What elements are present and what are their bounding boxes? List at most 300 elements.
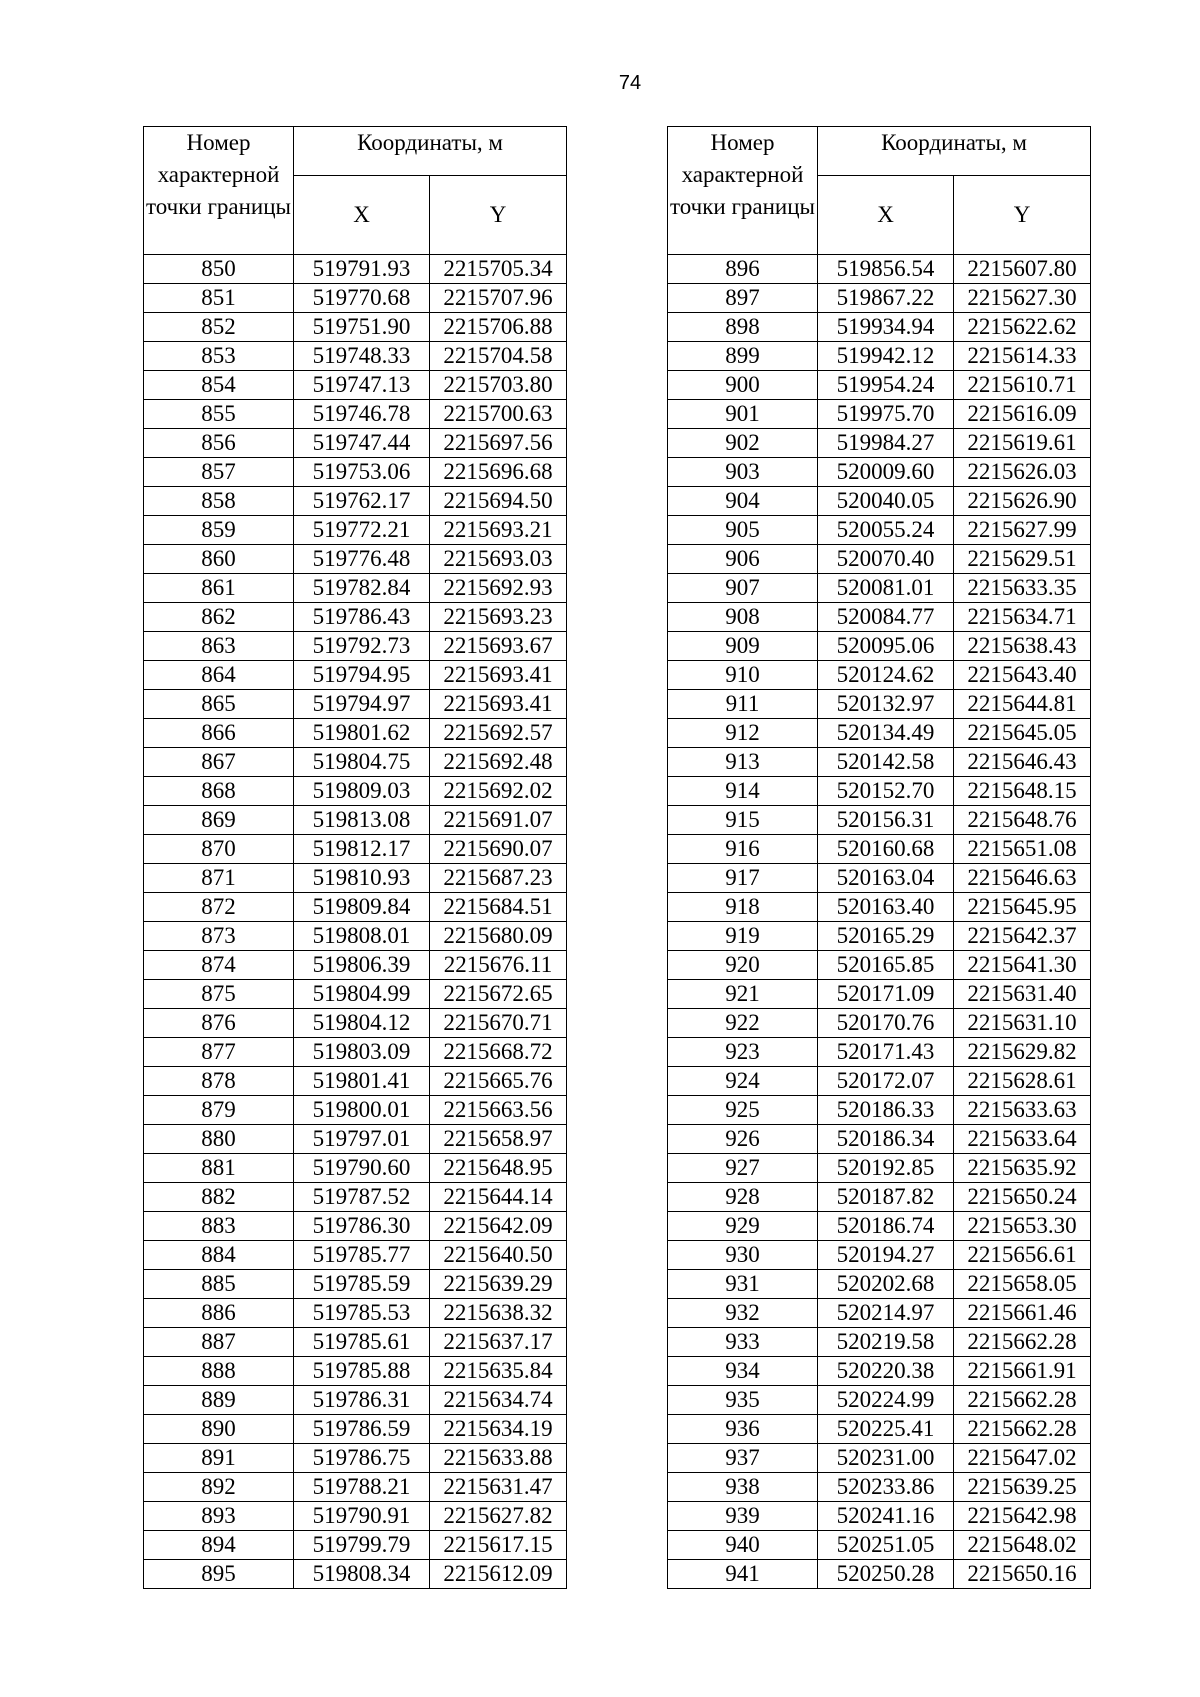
table-row <box>144 545 567 574</box>
table-header <box>144 127 567 255</box>
cell-x: 520250.28 <box>818 1560 954 1589</box>
table-row <box>144 1270 567 1299</box>
cell-point-number: 885 <box>144 1270 294 1299</box>
table-row <box>144 951 567 980</box>
cell-y: 2215635.92 <box>954 1154 1091 1183</box>
cell-x: 519810.93 <box>294 864 430 893</box>
table-body <box>144 255 567 1589</box>
cell-x: 519975.70 <box>818 400 954 429</box>
cell-point-number: 893 <box>144 1502 294 1531</box>
table-row <box>144 632 567 661</box>
cell-point-number: 871 <box>144 864 294 893</box>
cell-x: 520214.97 <box>818 1299 954 1328</box>
cell-point-number: 865 <box>144 690 294 719</box>
cell-point-number: 906 <box>668 545 818 574</box>
cell-y: 2215633.35 <box>954 574 1091 603</box>
cell-point-number: 912 <box>668 719 818 748</box>
cell-y: 2215631.10 <box>954 1009 1091 1038</box>
table-row <box>668 748 1091 777</box>
cell-x: 519785.88 <box>294 1357 430 1386</box>
table-row <box>668 429 1091 458</box>
cell-y: 2215658.05 <box>954 1270 1091 1299</box>
cell-x: 520202.68 <box>818 1270 954 1299</box>
cell-point-number: 883 <box>144 1212 294 1241</box>
cell-y: 2215676.11 <box>430 951 567 980</box>
header-x: X <box>818 176 954 255</box>
table-row <box>144 719 567 748</box>
cell-x: 519751.90 <box>294 313 430 342</box>
cell-y: 2215680.09 <box>430 922 567 951</box>
cell-y: 2215634.71 <box>954 603 1091 632</box>
coordinates-table-right <box>667 126 1091 1589</box>
cell-x: 520224.99 <box>818 1386 954 1415</box>
cell-y: 2215633.64 <box>954 1125 1091 1154</box>
table-row <box>668 574 1091 603</box>
table-row <box>668 603 1091 632</box>
table-row <box>668 1473 1091 1502</box>
cell-y: 2215693.67 <box>430 632 567 661</box>
cell-x: 519792.73 <box>294 632 430 661</box>
cell-x: 520171.09 <box>818 980 954 1009</box>
cell-x: 519794.97 <box>294 690 430 719</box>
cell-point-number: 851 <box>144 284 294 313</box>
table-row <box>144 1067 567 1096</box>
cell-point-number: 879 <box>144 1096 294 1125</box>
cell-point-number: 877 <box>144 1038 294 1067</box>
cell-point-number: 922 <box>668 1009 818 1038</box>
table-row <box>668 487 1091 516</box>
cell-x: 519791.93 <box>294 255 430 284</box>
table-row <box>668 1241 1091 1270</box>
table-row <box>144 371 567 400</box>
cell-point-number: 902 <box>668 429 818 458</box>
cell-point-number: 861 <box>144 574 294 603</box>
table-row <box>144 864 567 893</box>
cell-point-number: 931 <box>668 1270 818 1299</box>
cell-y: 2215694.50 <box>430 487 567 516</box>
table-row <box>144 516 567 545</box>
cell-x: 519867.22 <box>818 284 954 313</box>
cell-x: 519808.34 <box>294 1560 430 1589</box>
cell-point-number: 874 <box>144 951 294 980</box>
cell-y: 2215697.56 <box>430 429 567 458</box>
cell-y: 2215645.95 <box>954 893 1091 922</box>
cell-x: 519788.21 <box>294 1473 430 1502</box>
table-row <box>668 893 1091 922</box>
cell-x: 519772.21 <box>294 516 430 545</box>
table-row <box>144 1328 567 1357</box>
cell-x: 519786.43 <box>294 603 430 632</box>
cell-point-number: 936 <box>668 1415 818 1444</box>
cell-x: 519747.13 <box>294 371 430 400</box>
cell-y: 2215650.16 <box>954 1560 1091 1589</box>
cell-point-number: 890 <box>144 1415 294 1444</box>
table-row <box>668 313 1091 342</box>
cell-point-number: 941 <box>668 1560 818 1589</box>
cell-point-number: 870 <box>144 835 294 864</box>
cell-point-number: 928 <box>668 1183 818 1212</box>
header-coordinates: Координаты, м <box>294 127 567 176</box>
table-row <box>668 1415 1091 1444</box>
table-row <box>668 1444 1091 1473</box>
cell-point-number: 905 <box>668 516 818 545</box>
cell-y: 2215693.41 <box>430 690 567 719</box>
cell-y: 2215672.65 <box>430 980 567 1009</box>
cell-x: 519753.06 <box>294 458 430 487</box>
table-row <box>668 1531 1091 1560</box>
table-row <box>144 922 567 951</box>
header-y: Y <box>954 176 1091 255</box>
cell-x: 520152.70 <box>818 777 954 806</box>
cell-y: 2215692.57 <box>430 719 567 748</box>
cell-y: 2215627.30 <box>954 284 1091 313</box>
table-row <box>668 806 1091 835</box>
cell-point-number: 895 <box>144 1560 294 1589</box>
cell-x: 519806.39 <box>294 951 430 980</box>
table-row <box>668 1183 1091 1212</box>
cell-y: 2215614.33 <box>954 342 1091 371</box>
table-row <box>668 545 1091 574</box>
cell-y: 2215635.84 <box>430 1357 567 1386</box>
cell-x: 520040.05 <box>818 487 954 516</box>
cell-point-number: 930 <box>668 1241 818 1270</box>
cell-y: 2215631.47 <box>430 1473 567 1502</box>
cell-x: 520142.58 <box>818 748 954 777</box>
table-row <box>144 1241 567 1270</box>
cell-point-number: 925 <box>668 1096 818 1125</box>
cell-y: 2215638.32 <box>430 1299 567 1328</box>
cell-x: 520194.27 <box>818 1241 954 1270</box>
cell-y: 2215637.17 <box>430 1328 567 1357</box>
header-y: Y <box>430 176 567 255</box>
table-row <box>668 719 1091 748</box>
table-row <box>668 1386 1091 1415</box>
cell-x: 520172.07 <box>818 1067 954 1096</box>
cell-point-number: 878 <box>144 1067 294 1096</box>
cell-x: 519785.77 <box>294 1241 430 1270</box>
header-point-number: Номер характерной точки границы <box>668 127 818 255</box>
table-row <box>144 1415 567 1444</box>
cell-y: 2215633.88 <box>430 1444 567 1473</box>
cell-point-number: 910 <box>668 661 818 690</box>
table-row <box>144 1183 567 1212</box>
cell-x: 519790.91 <box>294 1502 430 1531</box>
cell-x: 520220.38 <box>818 1357 954 1386</box>
header-coordinates: Координаты, м <box>818 127 1091 176</box>
table-row <box>144 603 567 632</box>
cell-x: 519804.75 <box>294 748 430 777</box>
cell-point-number: 896 <box>668 255 818 284</box>
table-row <box>668 1125 1091 1154</box>
cell-x: 519762.17 <box>294 487 430 516</box>
cell-point-number: 911 <box>668 690 818 719</box>
cell-y: 2215648.02 <box>954 1531 1091 1560</box>
table-row <box>668 690 1091 719</box>
cell-point-number: 888 <box>144 1357 294 1386</box>
cell-y: 2215627.82 <box>430 1502 567 1531</box>
cell-x: 519785.59 <box>294 1270 430 1299</box>
cell-point-number: 908 <box>668 603 818 632</box>
table-row <box>144 1009 567 1038</box>
table-row <box>144 661 567 690</box>
table-row <box>668 1502 1091 1531</box>
cell-x: 520163.40 <box>818 893 954 922</box>
cell-y: 2215634.19 <box>430 1415 567 1444</box>
cell-y: 2215644.14 <box>430 1183 567 1212</box>
table-row <box>144 1299 567 1328</box>
cell-y: 2215634.74 <box>430 1386 567 1415</box>
cell-y: 2215627.99 <box>954 516 1091 545</box>
cell-x: 520186.74 <box>818 1212 954 1241</box>
table-row <box>144 284 567 313</box>
table-row <box>144 1038 567 1067</box>
cell-y: 2215617.15 <box>430 1531 567 1560</box>
cell-y: 2215692.48 <box>430 748 567 777</box>
cell-y: 2215639.29 <box>430 1270 567 1299</box>
cell-x: 519809.84 <box>294 893 430 922</box>
table-row <box>144 1386 567 1415</box>
cell-point-number: 862 <box>144 603 294 632</box>
cell-y: 2215661.91 <box>954 1357 1091 1386</box>
cell-point-number: 913 <box>668 748 818 777</box>
cell-y: 2215653.30 <box>954 1212 1091 1241</box>
cell-y: 2215656.61 <box>954 1241 1091 1270</box>
cell-x: 519746.78 <box>294 400 430 429</box>
table-row <box>144 574 567 603</box>
cell-point-number: 914 <box>668 777 818 806</box>
cell-y: 2215610.71 <box>954 371 1091 400</box>
cell-point-number: 924 <box>668 1067 818 1096</box>
cell-x: 519803.09 <box>294 1038 430 1067</box>
cell-y: 2215628.61 <box>954 1067 1091 1096</box>
table-row <box>144 893 567 922</box>
cell-y: 2215642.98 <box>954 1502 1091 1531</box>
cell-point-number: 939 <box>668 1502 818 1531</box>
header-x: X <box>294 176 430 255</box>
table-row <box>144 777 567 806</box>
table-row <box>668 1096 1091 1125</box>
cell-x: 520070.40 <box>818 545 954 574</box>
cell-x: 520186.33 <box>818 1096 954 1125</box>
cell-x: 519801.62 <box>294 719 430 748</box>
cell-point-number: 876 <box>144 1009 294 1038</box>
cell-point-number: 938 <box>668 1473 818 1502</box>
cell-x: 519813.08 <box>294 806 430 835</box>
cell-point-number: 858 <box>144 487 294 516</box>
cell-x: 519786.31 <box>294 1386 430 1415</box>
cell-x: 519794.95 <box>294 661 430 690</box>
cell-point-number: 916 <box>668 835 818 864</box>
cell-point-number: 854 <box>144 371 294 400</box>
cell-point-number: 932 <box>668 1299 818 1328</box>
table-row <box>668 1270 1091 1299</box>
cell-y: 2215648.95 <box>430 1154 567 1183</box>
cell-y: 2215704.58 <box>430 342 567 371</box>
cell-point-number: 868 <box>144 777 294 806</box>
cell-y: 2215631.40 <box>954 980 1091 1009</box>
cell-point-number: 889 <box>144 1386 294 1415</box>
cell-y: 2215646.43 <box>954 748 1091 777</box>
cell-point-number: 891 <box>144 1444 294 1473</box>
cell-point-number: 918 <box>668 893 818 922</box>
cell-y: 2215626.03 <box>954 458 1091 487</box>
table-row <box>668 661 1091 690</box>
cell-point-number: 915 <box>668 806 818 835</box>
cell-y: 2215668.72 <box>430 1038 567 1067</box>
cell-y: 2215707.96 <box>430 284 567 313</box>
table-row <box>668 1357 1091 1386</box>
table-row <box>144 1444 567 1473</box>
cell-y: 2215690.07 <box>430 835 567 864</box>
table-row <box>668 1212 1091 1241</box>
cell-point-number: 937 <box>668 1444 818 1473</box>
cell-x: 520187.82 <box>818 1183 954 1212</box>
cell-point-number: 926 <box>668 1125 818 1154</box>
cell-y: 2215693.21 <box>430 516 567 545</box>
cell-y: 2215665.76 <box>430 1067 567 1096</box>
cell-y: 2215641.30 <box>954 951 1091 980</box>
table-row <box>668 400 1091 429</box>
cell-x: 519747.44 <box>294 429 430 458</box>
cell-y: 2215706.88 <box>430 313 567 342</box>
cell-y: 2215687.23 <box>430 864 567 893</box>
cell-point-number: 873 <box>144 922 294 951</box>
table-row <box>144 1154 567 1183</box>
cell-point-number: 901 <box>668 400 818 429</box>
cell-x: 520165.85 <box>818 951 954 980</box>
cell-point-number: 920 <box>668 951 818 980</box>
cell-x: 520219.58 <box>818 1328 954 1357</box>
cell-x: 519934.94 <box>818 313 954 342</box>
table-row <box>668 1154 1091 1183</box>
table-row <box>144 1212 567 1241</box>
table-row <box>144 748 567 777</box>
cell-x: 520171.43 <box>818 1038 954 1067</box>
cell-point-number: 884 <box>144 1241 294 1270</box>
cell-point-number: 864 <box>144 661 294 690</box>
cell-y: 2215626.90 <box>954 487 1091 516</box>
table-row <box>668 1067 1091 1096</box>
cell-point-number: 904 <box>668 487 818 516</box>
cell-point-number: 853 <box>144 342 294 371</box>
cell-y: 2215693.41 <box>430 661 567 690</box>
cell-x: 520225.41 <box>818 1415 954 1444</box>
cell-y: 2215692.93 <box>430 574 567 603</box>
cell-point-number: 934 <box>668 1357 818 1386</box>
cell-y: 2215607.80 <box>954 255 1091 284</box>
table-row <box>668 922 1091 951</box>
cell-y: 2215642.37 <box>954 922 1091 951</box>
cell-point-number: 919 <box>668 922 818 951</box>
table-row <box>144 1560 567 1589</box>
cell-point-number: 866 <box>144 719 294 748</box>
cell-y: 2215705.34 <box>430 255 567 284</box>
cell-x: 519786.59 <box>294 1415 430 1444</box>
table-row <box>144 458 567 487</box>
table-row <box>144 313 567 342</box>
cell-x: 520192.85 <box>818 1154 954 1183</box>
cell-y: 2215692.02 <box>430 777 567 806</box>
cell-x: 519800.01 <box>294 1096 430 1125</box>
cell-x: 519748.33 <box>294 342 430 371</box>
table-row <box>668 1560 1091 1589</box>
cell-x: 519856.54 <box>818 255 954 284</box>
table-row <box>668 1038 1091 1067</box>
cell-y: 2215650.24 <box>954 1183 1091 1212</box>
cell-point-number: 860 <box>144 545 294 574</box>
cell-y: 2215648.76 <box>954 806 1091 835</box>
cell-point-number: 923 <box>668 1038 818 1067</box>
cell-y: 2215662.28 <box>954 1328 1091 1357</box>
cell-x: 519785.53 <box>294 1299 430 1328</box>
cell-x: 520084.77 <box>818 603 954 632</box>
cell-point-number: 869 <box>144 806 294 835</box>
table-header <box>668 127 1091 255</box>
table-row <box>144 1502 567 1531</box>
cell-y: 2215616.09 <box>954 400 1091 429</box>
cell-point-number: 933 <box>668 1328 818 1357</box>
cell-y: 2215693.03 <box>430 545 567 574</box>
table-row <box>144 342 567 371</box>
table-row <box>668 371 1091 400</box>
table-row <box>668 632 1091 661</box>
cell-y: 2215684.51 <box>430 893 567 922</box>
table-body <box>668 255 1091 1589</box>
cell-point-number: 863 <box>144 632 294 661</box>
cell-x: 519942.12 <box>818 342 954 371</box>
cell-point-number: 887 <box>144 1328 294 1357</box>
cell-point-number: 872 <box>144 893 294 922</box>
cell-point-number: 856 <box>144 429 294 458</box>
cell-y: 2215619.61 <box>954 429 1091 458</box>
cell-y: 2215638.43 <box>954 632 1091 661</box>
cell-point-number: 900 <box>668 371 818 400</box>
cell-y: 2215693.23 <box>430 603 567 632</box>
cell-point-number: 917 <box>668 864 818 893</box>
header-point-number: Номер характерной точки границы <box>144 127 294 255</box>
table-row <box>668 777 1091 806</box>
cell-x: 519770.68 <box>294 284 430 313</box>
cell-x: 520132.97 <box>818 690 954 719</box>
table-row <box>144 1531 567 1560</box>
cell-y: 2215651.08 <box>954 835 1091 864</box>
cell-x: 520163.04 <box>818 864 954 893</box>
cell-point-number: 881 <box>144 1154 294 1183</box>
cell-x: 520055.24 <box>818 516 954 545</box>
page-number: 74 <box>618 72 642 94</box>
cell-x: 520165.29 <box>818 922 954 951</box>
table-row <box>144 806 567 835</box>
cell-x: 519801.41 <box>294 1067 430 1096</box>
table-row <box>668 1328 1091 1357</box>
cell-x: 519776.48 <box>294 545 430 574</box>
cell-y: 2215662.28 <box>954 1386 1091 1415</box>
cell-point-number: 894 <box>144 1531 294 1560</box>
cell-point-number: 882 <box>144 1183 294 1212</box>
table-row <box>668 835 1091 864</box>
cell-y: 2215633.63 <box>954 1096 1091 1125</box>
cell-point-number: 899 <box>668 342 818 371</box>
cell-point-number: 859 <box>144 516 294 545</box>
table-row <box>144 980 567 1009</box>
cell-x: 520233.86 <box>818 1473 954 1502</box>
cell-x: 519799.79 <box>294 1531 430 1560</box>
cell-y: 2215640.50 <box>430 1241 567 1270</box>
cell-x: 520134.49 <box>818 719 954 748</box>
cell-y: 2215639.25 <box>954 1473 1091 1502</box>
cell-point-number: 875 <box>144 980 294 1009</box>
table-row <box>668 516 1091 545</box>
